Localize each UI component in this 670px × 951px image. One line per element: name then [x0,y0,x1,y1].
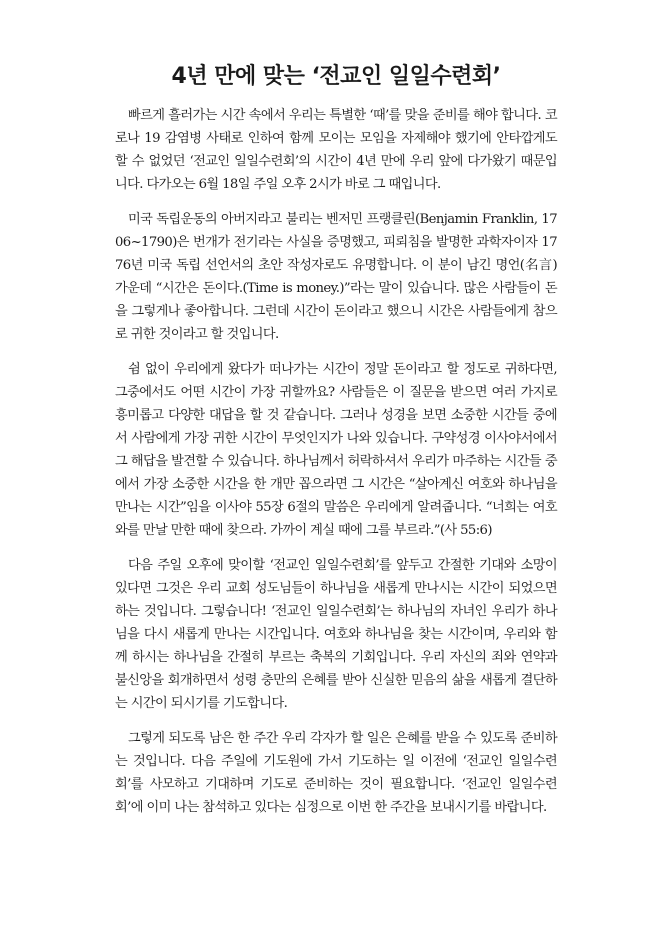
paragraph-4: 다음 주일 오후에 맞이할 ‘전교인 일일수련회’를 앞두고 간절한 기대와 소망이 있다면 그것은 우리 교회 성도님들이 하나님을 새롭게 만나시는 시간이 되었으면 하는 것입니다. 그렇습니다! ‘전교인 일일수련회’는 하나님의 자녀인 우리가 하나님을 다시 새롭게 만나는 시간입니다. 여호와 하나님을 찾는 시간이며, 우리와 함께 하시는 하나님을 간절히 부르는 축복의 기회입니다. 우리 자신의 죄와 연약과 불신앙을 회개하면서 성령 충만의 은혜를 받아 신실한 믿음의 삶을 새롭게 결단하는 시간이 되시기를 기도합니다. [115,558,557,711]
document-page [115,62,557,831]
paragraph-2: 미국 독립운동의 아버지라고 불리는 벤저민 프랭클린(Benjamin Franklin, 1706~1790)은 번개가 전기라는 사실을 증명했고, 피뢰침을 발명한 과학자이자 1776년 미국 독립 선언서의 초안 작성자로도 유명합니다. 이 분이 남긴 명언(名言) 가운데 “시간은 돈이다.(Time is money.)”라는 말이 있습니다. 많은 사람들이 돈을 그렇게나 좋아합니다. 그런데 시간이 돈이라고 했으니 시간은 사람들에게 참으로 귀한 것이라고 할 것입니다. [115,212,557,342]
paragraph-1: 빠르게 흘러가는 시간 속에서 우리는 특별한 ‘때’를 맞을 준비를 해야 합니다. 코로나 19 감염병 사태로 인하여 함께 모이는 모임을 자제해야 했기에 안타깝게도 할 수 없었던 ‘전교인 일일수련회’의 시간이 4년 만에 우리 앞에 다가왔기 때문입니다. 다가오는 6월 18일 주일 오후 2시가 바로 그 때입니다. [115,108,557,192]
paragraph-5: 그렇게 되도록 남은 한 주간 우리 각자가 할 일은 은혜를 받을 수 있도록 준비하는 것입니다. 다음 주일에 기도원에 가서 기도하는 일 이전에 ‘전교인 일일수련회’를 사모하고 기대하며 기도로 준비하는 것이 필요합니다. ‘전교인 일일수련회’에 이미 나는 참석하고 있다는 심정으로 이번 한 주간을 보내시기를 바랍니다. [115,731,557,815]
document-title: 4년 만에 맞는 ‘전교인 일일수련회’ [171,64,501,89]
paragraph-3: 쉼 없이 우리에게 왔다가 떠나가는 시간이 정말 돈이라고 할 정도로 귀하다면, 그중에서도 어떤 시간이 가장 귀할까요? 사람들은 이 질문을 받으면 여러 가지로 흥미롭고 다양한 대답을 할 것 같습니다. 그러나 성경을 보면 소중한 시간들 중에서 사람에게 가장 귀한 시간이 무엇인지가 나와 있습니다. 구약성경 이사야서에서 그 해답을 발견할 수 있습니다. 하나님께서 허락하셔서 우리가 마주하는 시간들 중에서 가장 소중한 시간을 한 개만 꼽으라면 그 시간은 “살아계신 여호와 하나님을 만나는 시간”임을 이사야 55장 6절의 말씀은 우리에게 알려줍니다. “너희는 여호와를 만날 만한 때에 찾으라. 가까이 계실 때에 그를 부르라.”(사 55:6) [115,362,557,538]
